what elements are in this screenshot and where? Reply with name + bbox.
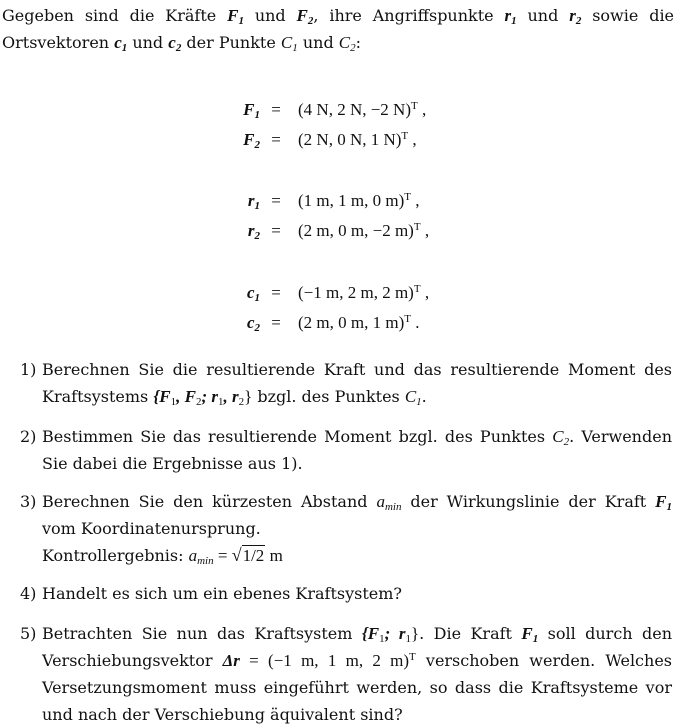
- displacement-vector: Δr: [222, 651, 240, 670]
- force-F1-symbol: $F_1$: [227, 6, 244, 27]
- force-system-set: {$F_1$, $F_2$; $r_1$, $r_2$}: [153, 387, 253, 408]
- intro-text: , ihre Angriffspunkte: [313, 6, 505, 25]
- intro-text: und: [243, 6, 297, 25]
- intro-text: und: [516, 6, 570, 25]
- task-text: Handelt es sich um ein ebenes Kraftsystem?: [42, 584, 402, 603]
- intro-text: Gegeben sind die Kräfte: [2, 6, 228, 25]
- point-r1-symbol: $r_1$: [504, 6, 517, 27]
- vector-c1-symbol: $c_1$: [114, 33, 128, 54]
- document-page: Gegeben sind die Kräfte $F_1$ und $F_2$, ihre Angriffspunkte $r_1$ und $r_2$ sowie die Ortsvektoren $c_1$ und $c_2$ der Punkte $C_1$ und $C_2$: $F_1$ = (4 N, 2 N, −2 N)$^T$ , $F_2$ = (2 N, 0 N, 1 N)$^T$ , $r_1$ = (1 m, 1 m, 0 m)$^T$ , $r_2$ = (2 m, 0 m, −2 m)$^T$ , $c_1$ = (−1 m, 2 m, 2 m)$^T$ , $c_2$ = (2 m, 0 m, 1 m)$^T$ . 1) Berechnen Sie die resultierende Kraft und das resultierende Moment des Kraftsystems {$F_1$, $F_2$; $r_1$, $r_2$} bzgl. des Punktes $C_1$. 2) Bestimmen Sie das resultierende Moment bzgl. des Punktes $C_2$. Verwenden Sie dabei die Ergebnisse aus 1). 3) Berechnen Sie den kürzesten Abstand $a_{min}$ der Wirkungslinie der Kraft $F_1$ vom Koordinatenursprung. Kontrollergebnis: $a_{min} = √1/2$ m 4) Handelt es sich um ein ebenes Kraftsystem? 5) Betrachten Sie nun das Kraftsystem {$F_1$; $r_1$}. Die Kraft $F_1$ soll durch den Verschiebungsvektor Δr = (−1 m, 1 m, 2 m)$^T$ verschoben werden. Welches Versetzungsmoment muss eingeführt werden, so dass die Kraftsysteme vor und nach der Verschiebung äquivalent sind?: [0, 0, 680, 723]
- point-C2-symbol: $C_2$: [338, 33, 356, 54]
- sqrt-symbol: √1/2: [231, 545, 265, 565]
- task-text: Bestimmen Sie das resultierende Moment bzgl. des Punktes $C_2$. Verwenden Sie dabei die Ergebnisse aus 1).: [42, 427, 673, 473]
- task-number: 1): [20, 360, 37, 379]
- intro-text: und: [127, 33, 169, 52]
- vector-c2-symbol: $c_2$: [168, 33, 182, 54]
- task-number: 2): [20, 427, 37, 446]
- intro-paragraph: [2, 2, 674, 56]
- point-C1-symbol: $C_1$: [280, 33, 298, 54]
- control-result-formula: $a_{min}$: [188, 546, 214, 567]
- task-number: 4): [20, 584, 37, 603]
- force-F2-symbol: $F_2$: [296, 6, 314, 27]
- intro-text: sowie die Ortsvektoren: [2, 6, 675, 52]
- task-text: Betrachten Sie nun das Kraftsystem {$F_1$; $r_1$}. Die Kraft $F_1$ soll durch den Verschiebungsvektor Δr = (−1 m, 1 m, 2 m)$^T$ verschoben werden. Welches Versetzungsmoment muss eingeführt werden, so dass die Kraftsysteme vor und nach der Verschiebung äquivalent sind?: [42, 624, 673, 724]
- point-r2-symbol: $r_2$: [569, 6, 582, 27]
- intro-text: und: [297, 33, 339, 52]
- force-system-set: {$F_1$; $r_1$}: [361, 624, 420, 645]
- intro-text: der Punkte: [181, 33, 281, 52]
- task-text: Berechnen Sie die resultierende Kraft und das resultierende Moment des Kraftsystems {$F_1$, $F_2$; $r_1$, $r_2$} bzgl. des Punktes $C_1$.: [42, 360, 672, 408]
- task-number: 5): [20, 624, 37, 643]
- control-result-label: Kontrollergebnis:: [42, 546, 189, 565]
- task-number: 3): [20, 492, 37, 511]
- task-text: Berechnen Sie den kürzesten Abstand $a_{min}$ der Wirkungslinie der Kraft $F_1$ vom Koordinatenursprung. Kontrollergebnis: $a_{min} = √1/2$ m: [42, 492, 673, 567]
- intro-text: :: [355, 33, 362, 52]
